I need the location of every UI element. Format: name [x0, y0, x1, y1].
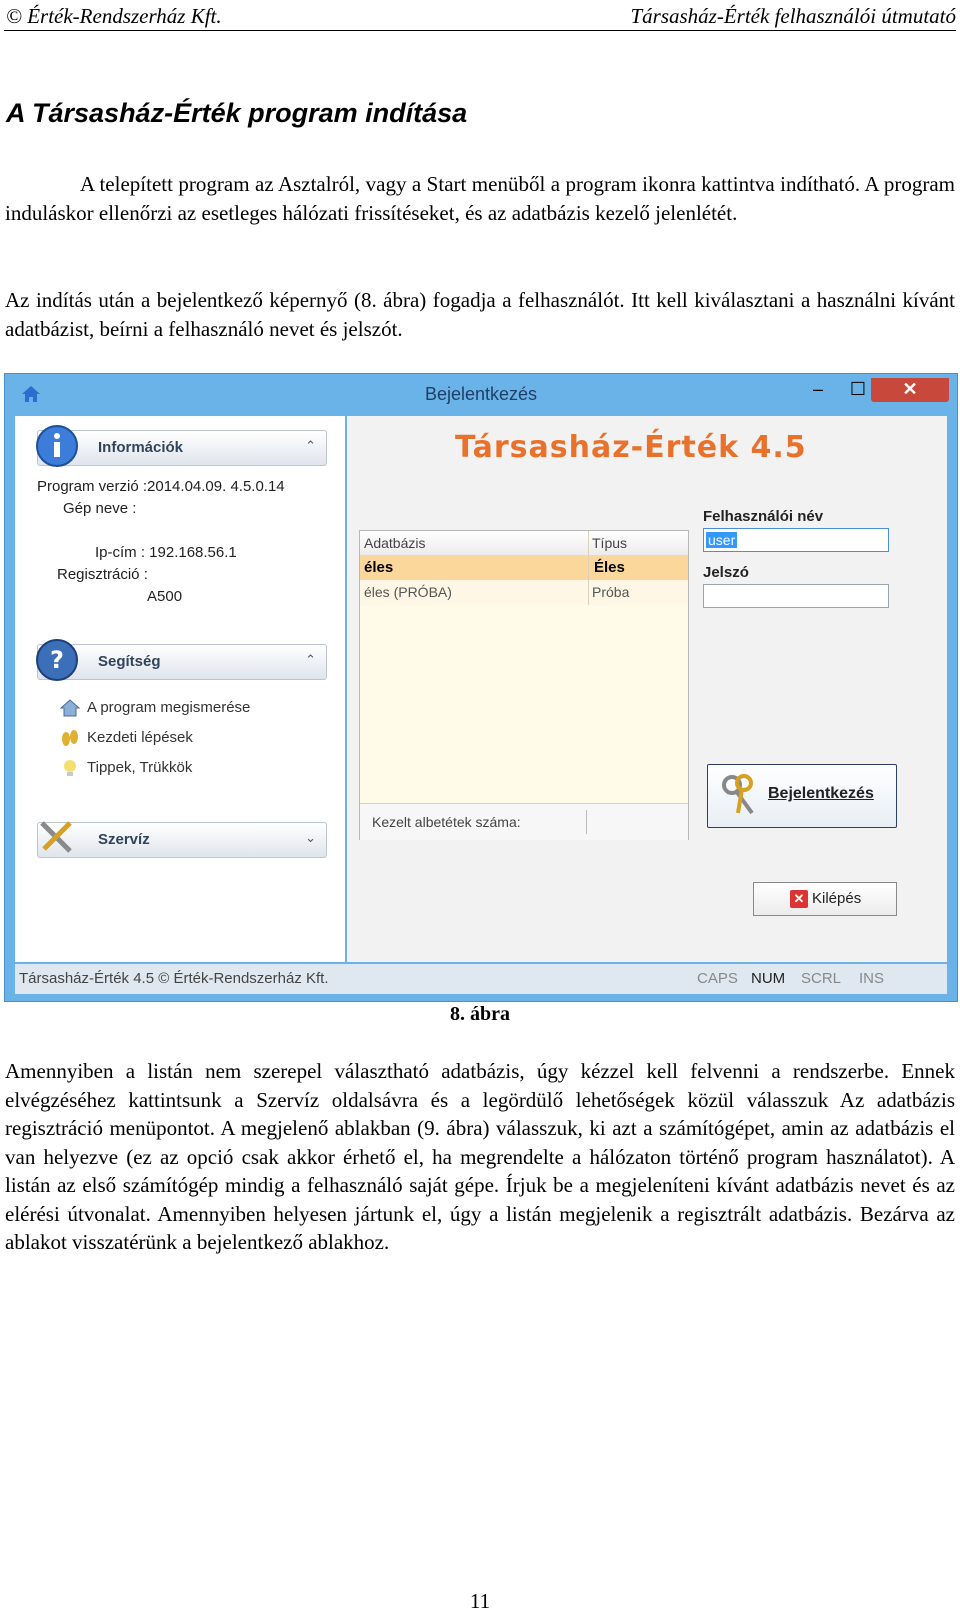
close-button[interactable]: ✕	[871, 378, 949, 402]
help-item-first-steps[interactable]	[59, 728, 193, 748]
maximize-button[interactable]: ☐	[849, 379, 867, 399]
status-bar	[15, 964, 947, 994]
password-label: Jelszó	[703, 564, 749, 581]
grid-footer	[360, 803, 688, 840]
tools-icon	[34, 815, 80, 861]
help-item-label: Tippek, Trükkök	[87, 758, 193, 776]
database-grid[interactable]	[359, 530, 689, 840]
username-value: user	[708, 532, 736, 548]
table-row[interactable]	[360, 580, 688, 605]
header-left: © Érték-Rendszerház Kft.	[6, 4, 222, 28]
column-header-type[interactable]: Típus	[592, 535, 628, 551]
machine-name: Gép neve :	[63, 500, 137, 517]
chevron-up-icon: ⌃	[305, 438, 316, 453]
page-header	[4, 2, 956, 31]
registration-value: A500	[147, 588, 183, 605]
help-item-tips[interactable]	[59, 758, 192, 778]
ip-address: Ip-cím : 192.168.56.1	[95, 544, 237, 561]
service-group-title: Szervíz	[98, 831, 150, 848]
login-window-screenshot	[4, 373, 958, 1002]
help-item-label: Kezdeti lépések	[87, 728, 193, 746]
footer-separator	[586, 810, 587, 834]
caps-indicator: CAPS	[697, 970, 738, 987]
registration-label: Regisztráció :	[57, 566, 148, 583]
keys-icon	[718, 773, 760, 819]
username-input[interactable]	[703, 528, 889, 552]
row-db: éles	[364, 559, 394, 576]
chevron-down-icon: ⌄	[305, 830, 316, 845]
app-logo: Társasház-Érték 4.5	[455, 430, 807, 465]
info-group-header[interactable]	[37, 430, 327, 466]
exit-button[interactable]	[753, 882, 897, 916]
house-icon	[59, 698, 81, 718]
username-label: Felhasználói név	[703, 508, 824, 525]
column-header-database[interactable]: Adatbázis	[364, 535, 426, 551]
column-separator	[588, 531, 589, 605]
login-main-panel	[347, 416, 947, 962]
window-title: Bejelentkezés	[424, 384, 538, 404]
row-type: Próba	[592, 584, 630, 600]
table-row[interactable]	[360, 555, 688, 580]
row-db: éles (PRÓBA)	[364, 584, 452, 600]
grid-header	[360, 531, 688, 556]
ins-indicator: INS	[859, 970, 885, 987]
figure-caption: 8. ábra	[450, 1003, 510, 1025]
info-icon	[34, 423, 80, 469]
status-text: Társasház-Érték 4.5 © Érték-Rendszerház Kft.	[19, 970, 329, 987]
service-group-header[interactable]	[37, 822, 327, 858]
lightbulb-icon	[59, 758, 81, 778]
scrl-indicator: SCRL	[801, 970, 842, 987]
svg-text:?: ?	[50, 646, 64, 674]
program-version: Program verzió :2014.04.09. 4.5.0.14	[37, 478, 285, 495]
password-input[interactable]	[703, 584, 889, 608]
paragraph-3: Amennyiben a listán nem szerepel választható adatbázis, úgy kézzel kell felvenni a rendszerbe. Ennek elvégzéséhez kattintsunk a Szervíz oldalsávra és a legördülő lehetőségek közül válasszuk Az adatbázis regisztráció menüpontot. A megjelenő ablakban (9. ábra) válasszuk, ki azt a számítógépet, amin az adatbázis el van helyezve (ez az opció csak akkor érhető el, ha megrendelte a hálózaton történő program használatot). A listán az első számítógép mindig a felhasználó saját gépe. Írjuk be a megjeleníteni kívánt adatbázis nevet és az elérési útvonalat. Amennyiben helyesen jártunk el, úgy a listán megjelenik a regisztrált adatbázis. Bezárva az ablakot visszatérünk a bejelentkező ablakhoz.	[5, 1059, 955, 1254]
window-titlebar	[5, 374, 957, 414]
sidebar	[15, 416, 345, 962]
paragraph-1: A telepített program az Asztalról, vagy a Start menüből a program ikonra kattintva indítható. A program induláskor ellenőrzi az esetleges hálózati frissítéseket, és az adatbázis kezelő jelenlétét.	[5, 172, 955, 225]
login-button[interactable]	[707, 764, 897, 828]
footprints-icon	[59, 728, 81, 748]
chevron-up-icon: ⌃	[305, 652, 316, 667]
help-item-label: A program megismerése	[87, 698, 251, 716]
login-button-label: Bejelentkezés	[768, 785, 874, 802]
help-group-title: Segítség	[98, 653, 161, 670]
num-indicator: NUM	[751, 970, 786, 987]
help-group-header[interactable]	[37, 644, 327, 680]
row-type: Éles	[594, 559, 625, 576]
question-icon	[34, 637, 80, 683]
close-icon: ✕	[790, 890, 808, 908]
header-right: Társasház-Érték felhasználói útmutató	[630, 4, 956, 28]
paragraph-2: Az indítás után a bejelentkező képernyő (8. ábra) fogadja a felhasználót. Itt kell kiválasztani a használni kívánt adatbázist, beírni a felhasználó nevet és jelszót.	[5, 288, 955, 341]
managed-units-label: Kezelt albetétek száma:	[372, 814, 521, 830]
section-title: A Társasház-Érték program indítása	[6, 98, 468, 128]
exit-button-label: Kilépés	[812, 890, 862, 907]
minimize-button[interactable]: –	[812, 379, 823, 399]
help-item-intro[interactable]	[59, 698, 250, 718]
info-group-title: Információk	[98, 439, 184, 456]
page-number: 11	[469, 1589, 491, 1613]
